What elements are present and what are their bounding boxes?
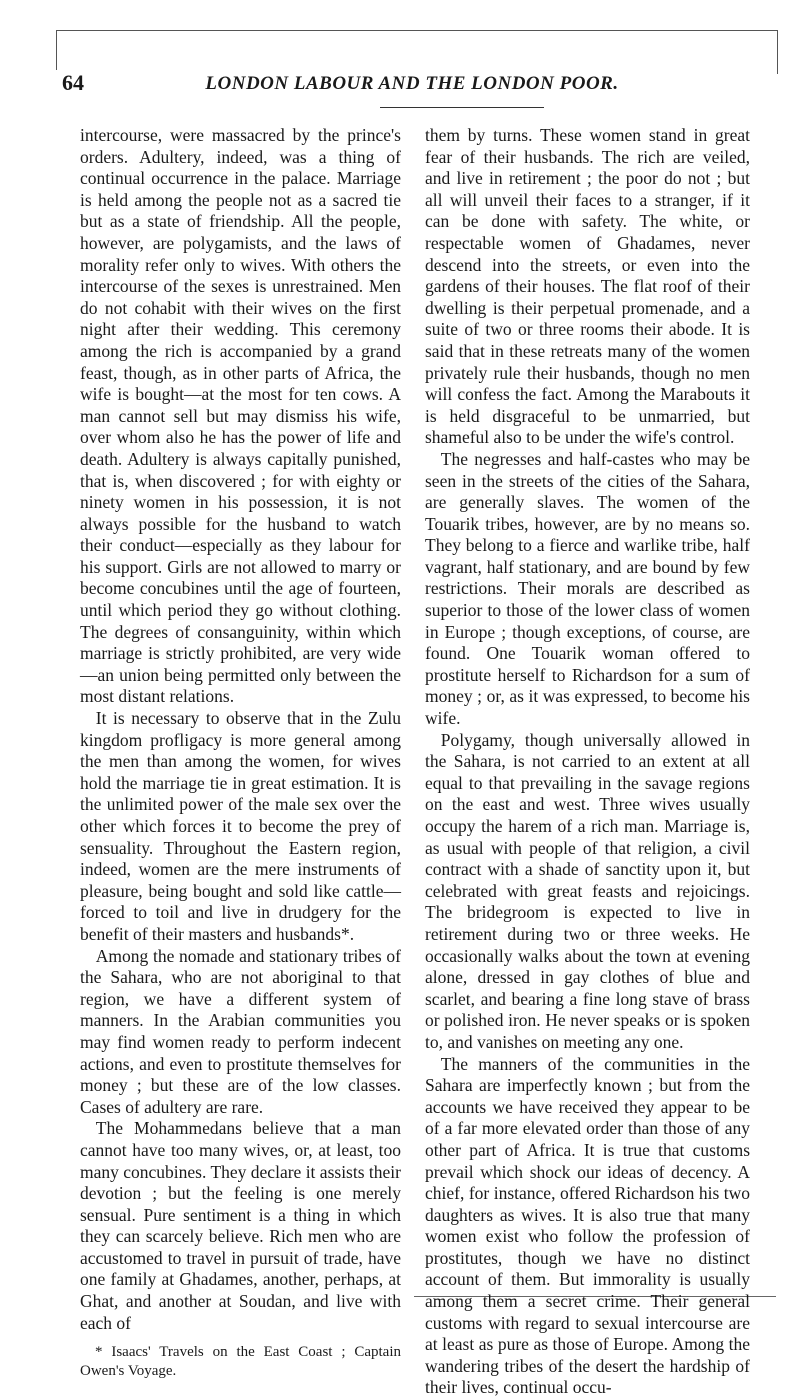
paragraph: them by turns. These women stand in great fear of their husbands. The rich are veiled, and live in retirement ; the poor do not ; but all will unveil their faces to a stranger, if it can be done with safety. The white, or respectable women of Ghadames, never descend into the streets, or even into the gardens of their houses. The flat roof of their dwelling is their perpetual promenade, and a suite of two or three rooms their abode. It is said that in these retreats many of the women privately rule their husbands, though no men will confess the fact. Among the Marabouts it is held disgraceful to be unmarried, but shameful also to be under the wife's control. [425,125,750,448]
paragraph: Among the nomade and stationary tribes of the Sahara, who are not aboriginal to that region, we have a different system of manners. In the Arabian communities you may find women ready to perform indecent actions, and even to prostitute themselves for money ; but these are of the low classes. Cases of adultery are rare. [80,945,401,1117]
page-edge-left [56,30,57,70]
page-number: 64 [62,70,84,95]
footnote [80,1343,401,1381]
footnote-text: * Isaacs' Travels on the East Coast ; Captain Owen's Voyage. [80,1344,401,1380]
paragraph: intercourse, were massacred by the prince's orders. Adultery, indeed, was a thing of continual occurrence in the palace. Marriage is held among the people not as a sacred tie but as a state of friendship. All the people, however, are polygamists, and the laws of morality refer only to wives. With others the intercourse of the sexes is unrestrained. Men do not cohabit with their wives on the first night after their wedding. This ceremony among the rich is accompanied by a grand feast, though, as in other parts of Africa, the wife is bought—at the most for ten cows. A man cannot sell but may dismiss his wife, over whom also he has the power of life and death. Adultery is always capitally punished, that is, when discovered ; for with eighty or ninety women in his possession, it is not always possible for the husband to watch their conduct—especially as they labour for his support. Girls are not allowed to marry or become concubines until the age of fourteen, until which period they go without clothing. The degrees of consanguinity, within which marriage is strictly prohibited, are very wide—an union being permitted only between the most distant relations. [80,125,401,707]
page-edge-right [777,30,778,74]
running-title: LONDON LABOUR AND THE LONDON POOR. [205,73,619,94]
page-header [62,70,762,110]
left-column [80,125,401,1381]
right-column [425,125,750,1399]
paragraph: Polygamy, though universally allowed in the Sahara, is not carried to an extent at all equal to that prevailing in the savage regions on the east and west. Three wives usually occupy the harem of a rich man. Marriage is, as usual with people of that religion, a civil contract with a shade of sanctity upon it, but celebrated with great feasts and rejoicings. The bridegroom is expected to live in retirement during two or three weeks. He occasionally walks about the town at evening alone, dressed in gay clothes of blue and scarlet, and bearing a fine long stave of brass or polished iron. He never speaks or is spoken to, and vanishes on meeting any one. [425,729,750,1052]
paragraph: The Mohammedans believe that a man cannot have too many wives, or, at least, too many concubines. They declare it assists their devotion ; but the feeling is one merely sensual. Pure sentiment is a thing in which they can scarcely believe. Rich men who are accustomed to travel in pursuit of trade, have one family at Ghadames, another, perhaps, at Ghat, and another at Soudan, and live with each of [80,1118,401,1333]
paragraph: The manners of the communities in the Sahara are imperfectly known ; but from the accounts we have received they appear to be of a far more elevated order than those of any other part of Africa. It is true that customs prevail which shock our ideas of decency. A chief, for instance, offered Richardson his two daughters as wives. It is also true that many women exist who follow the profession of prostitutes, though we have no distinct account of them. But immorality is usually among them a secret crime. Their general customs with regard to sexual intercourse are at least as pure as those of Europe. Among the wandering tribes of the desert the hardship of their lives, continual occu- [425,1053,750,1398]
paragraph: It is necessary to observe that in the Zulu kingdom profligacy is more general among the men than among the women, for wives hold the marriage tie in great estimation. It is the unlimited power of the male sex over the other which forces it to become the prey of sensuality. Throughout the Eastern region, indeed, women are the mere instruments of pleasure, being bought and sold like cattle—forced to toil and live in drudgery for the benefit of their masters and husbands*. [80,708,401,944]
paragraph: The negresses and half-castes who may be seen in the streets of the cities of the Sahara, are generally slaves. The women of the Touarik tribes, however, are by no means so. They belong to a fierce and warlike tribe, half vagrant, half stationary, and are bound by few restrictions. Their morals are described as superior to those of the lower class of women in Europe ; though exceptions, of course, are found. One Touarik woman offered to prostitute herself to Richardson for a sum of money ; or, as it was expressed, to become his wife. [425,448,750,729]
header-rule [380,107,544,108]
page-edge-top [56,30,778,31]
